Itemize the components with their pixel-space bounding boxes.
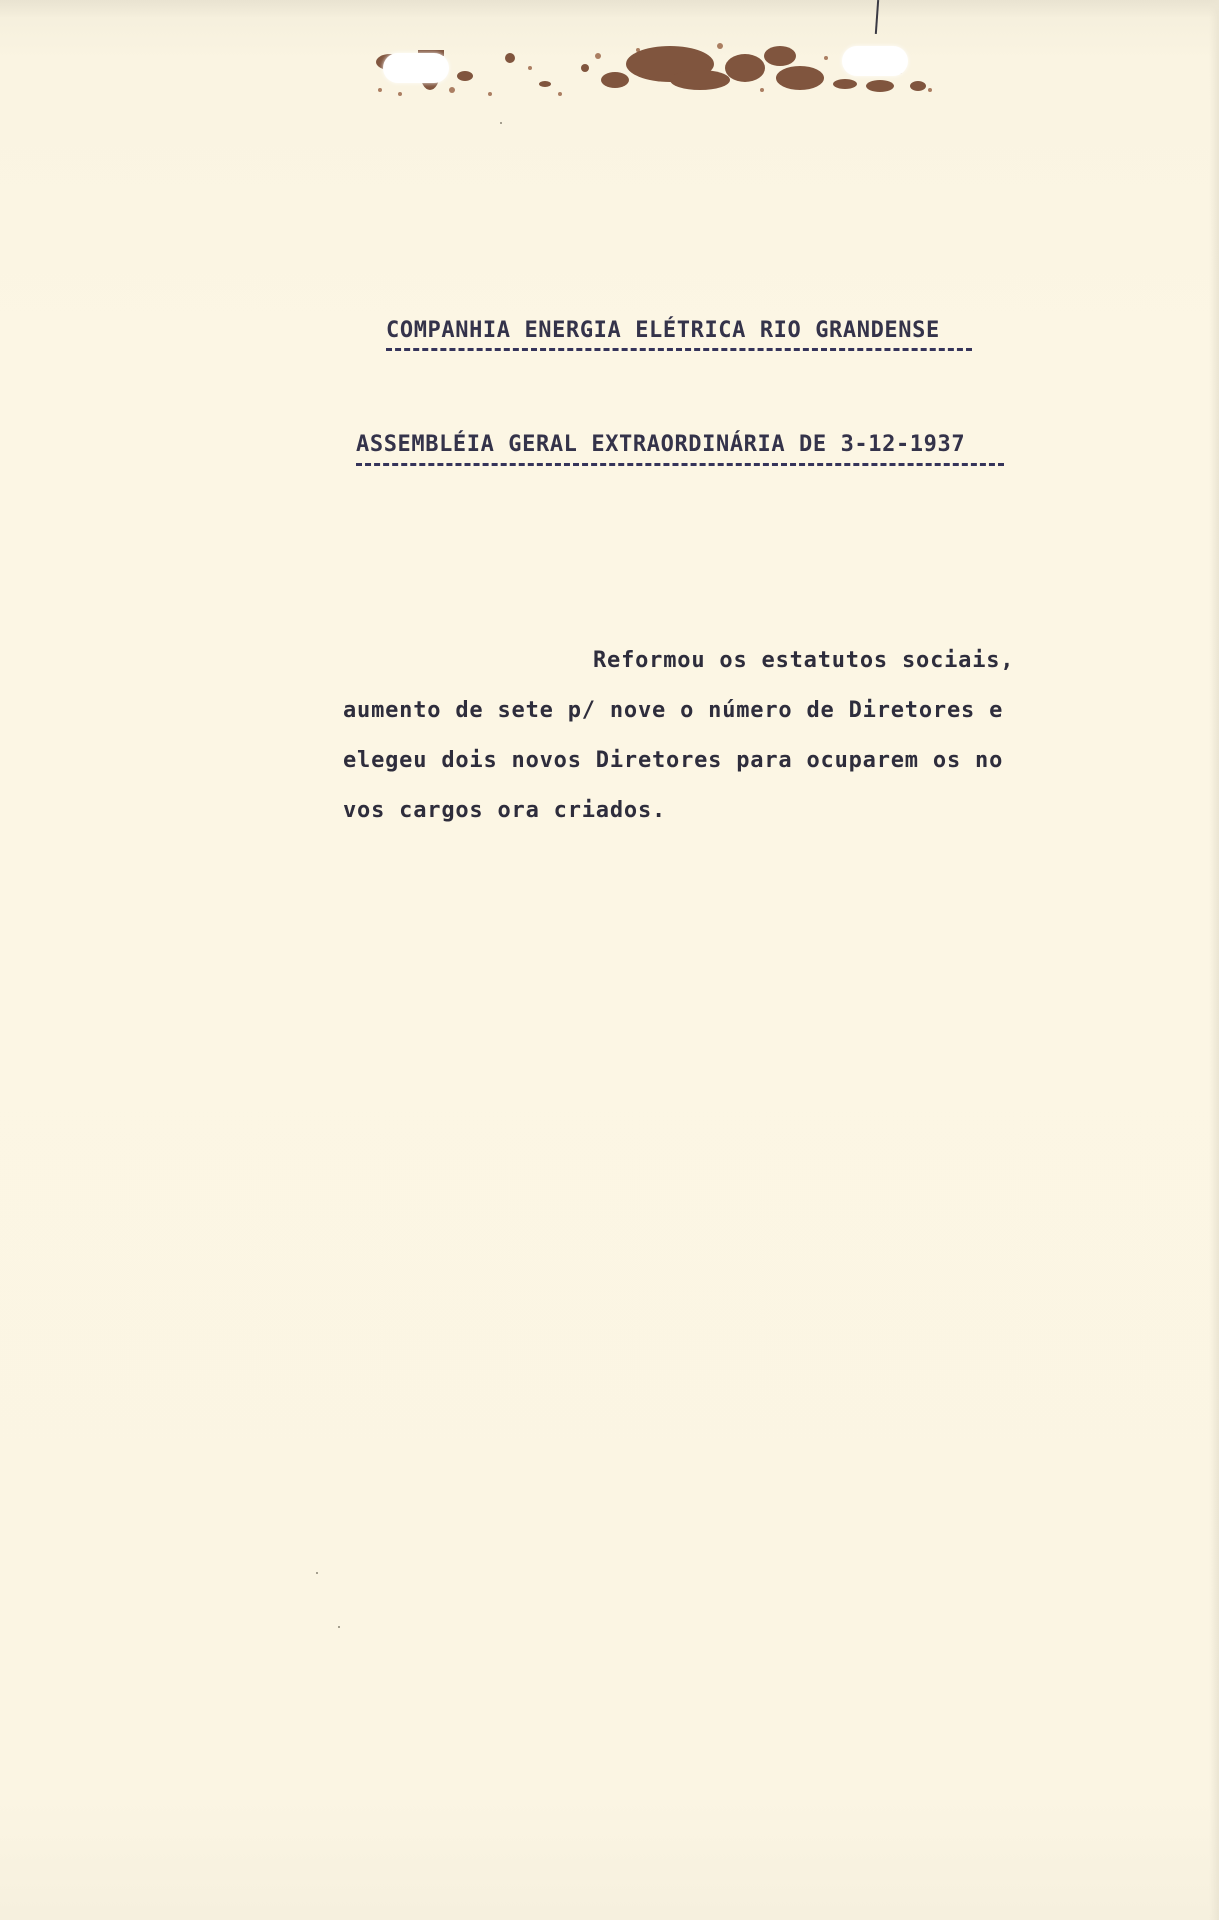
- resolution-paragraph: [343, 636, 1043, 836]
- punch-hole-left: [383, 53, 449, 83]
- paragraph-line-4: vos cargos ora criados.: [343, 798, 667, 823]
- company-heading-underline: [386, 348, 972, 351]
- paragraph-line-2: aumento de sete p/ nove o número de Diretores e: [343, 698, 1004, 723]
- paper-speck: [338, 1626, 340, 1628]
- punch-hole-right: [842, 46, 908, 76]
- paper-speck: [500, 122, 502, 124]
- meeting-heading-underline: [356, 463, 1004, 466]
- paper-top-edge: [0, 0, 1219, 18]
- paragraph-line-3: elegeu dois novos Diretores para ocuparem os no: [343, 748, 1004, 773]
- paragraph-line-1: Reformou os estatutos sociais,: [593, 648, 1015, 673]
- paper-right-edge: [1209, 0, 1219, 1920]
- meeting-heading: ASSEMBLÉIA GERAL EXTRAORDINÁRIA DE 3-12-1937: [356, 432, 966, 457]
- paper-speck: [316, 1572, 318, 1574]
- company-heading: COMPANHIA ENERGIA ELÉTRICA RIO GRANDENSE: [386, 318, 940, 343]
